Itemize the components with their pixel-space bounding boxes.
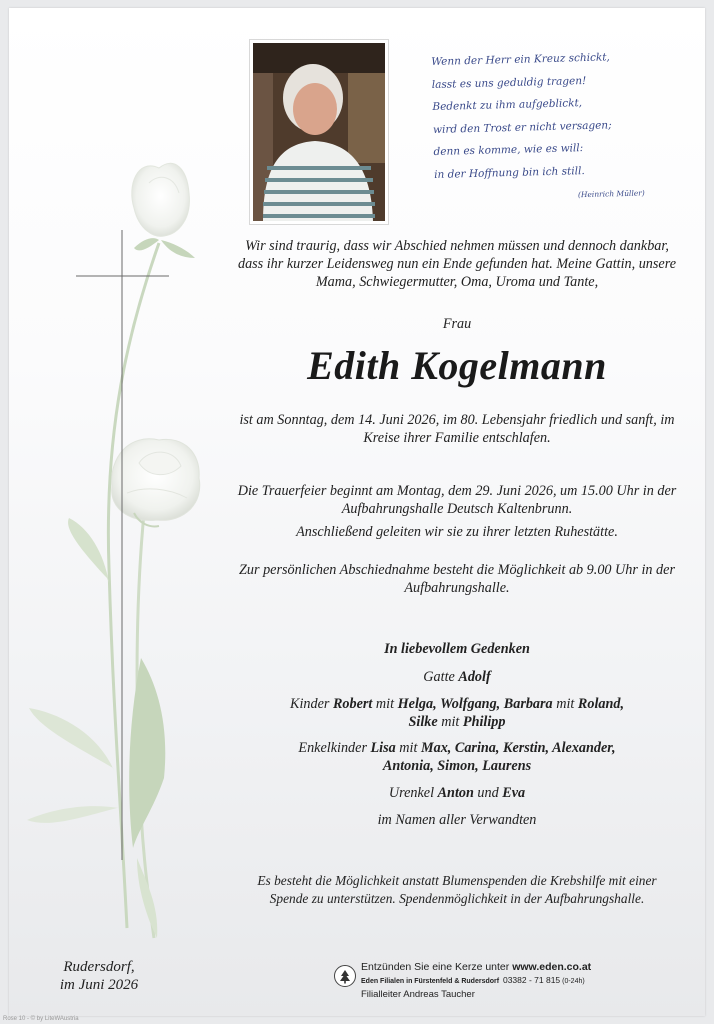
great-grandchild-name: Eva bbox=[502, 785, 526, 801]
place-and-date bbox=[39, 958, 159, 994]
burial-info: Anschließend geleiten wir sie zu ihrer letzten Ruhestätte. bbox=[296, 524, 618, 540]
branches-text: Eden Filialen in Fürstenfeld & Rudersdorf bbox=[361, 978, 500, 985]
child-name: Barbara bbox=[503, 696, 553, 712]
connector: und bbox=[477, 785, 499, 801]
poem-line: in der Hoffnung bin ich still. bbox=[434, 164, 585, 181]
phone-number: 03382 - 71 815 bbox=[502, 975, 561, 985]
portrait-photo bbox=[250, 40, 388, 224]
connector: mit bbox=[399, 740, 418, 756]
grandchild-names: Max, Carina, Kerstin, Alexander, bbox=[420, 740, 616, 756]
poem-line: Wenn der Herr ein Kreuz schickt, bbox=[431, 51, 610, 69]
connector: mit bbox=[375, 696, 395, 712]
relatives-line: im Namen aller Verwandten bbox=[377, 812, 537, 828]
family-children bbox=[237, 695, 677, 731]
family-great-grandchildren bbox=[237, 784, 677, 802]
memory-heading: In liebevollem Gedenken bbox=[384, 641, 530, 657]
grandchild-name: Lisa bbox=[370, 740, 396, 756]
child-name: Silke bbox=[408, 714, 438, 730]
spouse-name: Adolf bbox=[458, 669, 491, 685]
handwritten-poem bbox=[431, 45, 665, 210]
salutation: Frau bbox=[442, 316, 472, 332]
date: im Juni 2026 bbox=[59, 977, 139, 993]
child-name: Robert bbox=[332, 696, 373, 712]
parte-sheet bbox=[9, 8, 705, 1016]
child-name: Philipp bbox=[462, 714, 506, 730]
poem-line: Bedenkt zu ihm aufgeblickt, bbox=[432, 97, 583, 114]
poem-line: denn es komme, wie es will: bbox=[433, 142, 584, 159]
family-spouse bbox=[237, 668, 677, 686]
deceased-name: Edith Kogelmann bbox=[307, 343, 607, 388]
connector: mit bbox=[556, 696, 575, 712]
rose-and-cross-illustration bbox=[9, 8, 239, 1016]
family-grandchildren bbox=[237, 739, 677, 775]
death-notice: ist am Sonntag, dem 14. Juni 2026, im 80. Lebensjahr friedlich und sanft, im Kreise ihrer Familie entschlafen. bbox=[239, 412, 675, 446]
great-grandchild-name: Anton bbox=[437, 785, 474, 801]
child-name: Roland, bbox=[577, 696, 625, 712]
funeral-info: Die Trauerfeier beginnt am Montag, dem 29. Juni 2026, um 15.00 Uhr in der Aufbahrungshalle Deutsch Kaltenbrunn. bbox=[237, 483, 677, 517]
copyright-footnote: Rose 10 - © by LiteWAustria bbox=[3, 1016, 79, 1022]
great-grandchildren-label: Urenkel bbox=[388, 785, 435, 801]
connector: mit bbox=[441, 714, 460, 730]
children-label: Kinder bbox=[289, 696, 330, 712]
phone-note: (0-24h) bbox=[562, 978, 585, 985]
undertaker-info bbox=[334, 961, 604, 1001]
child-name: Helga, bbox=[397, 696, 437, 712]
intro-text: Wir sind traurig, dass wir Abschied nehmen müssen und dennoch dankbar, dass ihr kurzer Leidensweg nun ein Ende gefunden hat. Meine Gattin, unsere Mama, Schwiegermutter, Oma, Uroma und Tante, bbox=[237, 238, 677, 290]
grandchildren-label: Enkelkinder bbox=[298, 740, 367, 756]
spouse-label: Gatte bbox=[423, 669, 455, 685]
candle-text: Entzünden Sie eine Kerze unter bbox=[361, 961, 510, 973]
website-link[interactable]: www.eden.co.at bbox=[512, 961, 592, 973]
place: Rudersdorf, bbox=[63, 959, 135, 975]
donation-notice: Es besteht die Möglichkeit anstatt Blumenspenden die Krebshilfe mit einer Spende zu unterstützen. Spendenmöglichkeit in der Aufbahrungshalle. bbox=[257, 873, 657, 906]
branch-manager: Filialleiter Andreas Taucher bbox=[361, 989, 475, 1000]
child-name: Wolfgang, bbox=[440, 696, 501, 712]
grandchild-names: Antonia, Simon, Laurens bbox=[382, 758, 532, 774]
poem-line: wird den Trost er nicht versagen; bbox=[432, 118, 612, 136]
poem-line: lasst es uns geduldig tragen! bbox=[431, 74, 587, 91]
farewell-info: Zur persönlichen Abschiednahme besteht die Möglichkeit ab 9.00 Uhr in der Aufbahrungshalle. bbox=[239, 562, 675, 596]
poem-author: (Heinrich Müller) bbox=[577, 188, 645, 200]
tree-logo-icon bbox=[334, 965, 356, 987]
